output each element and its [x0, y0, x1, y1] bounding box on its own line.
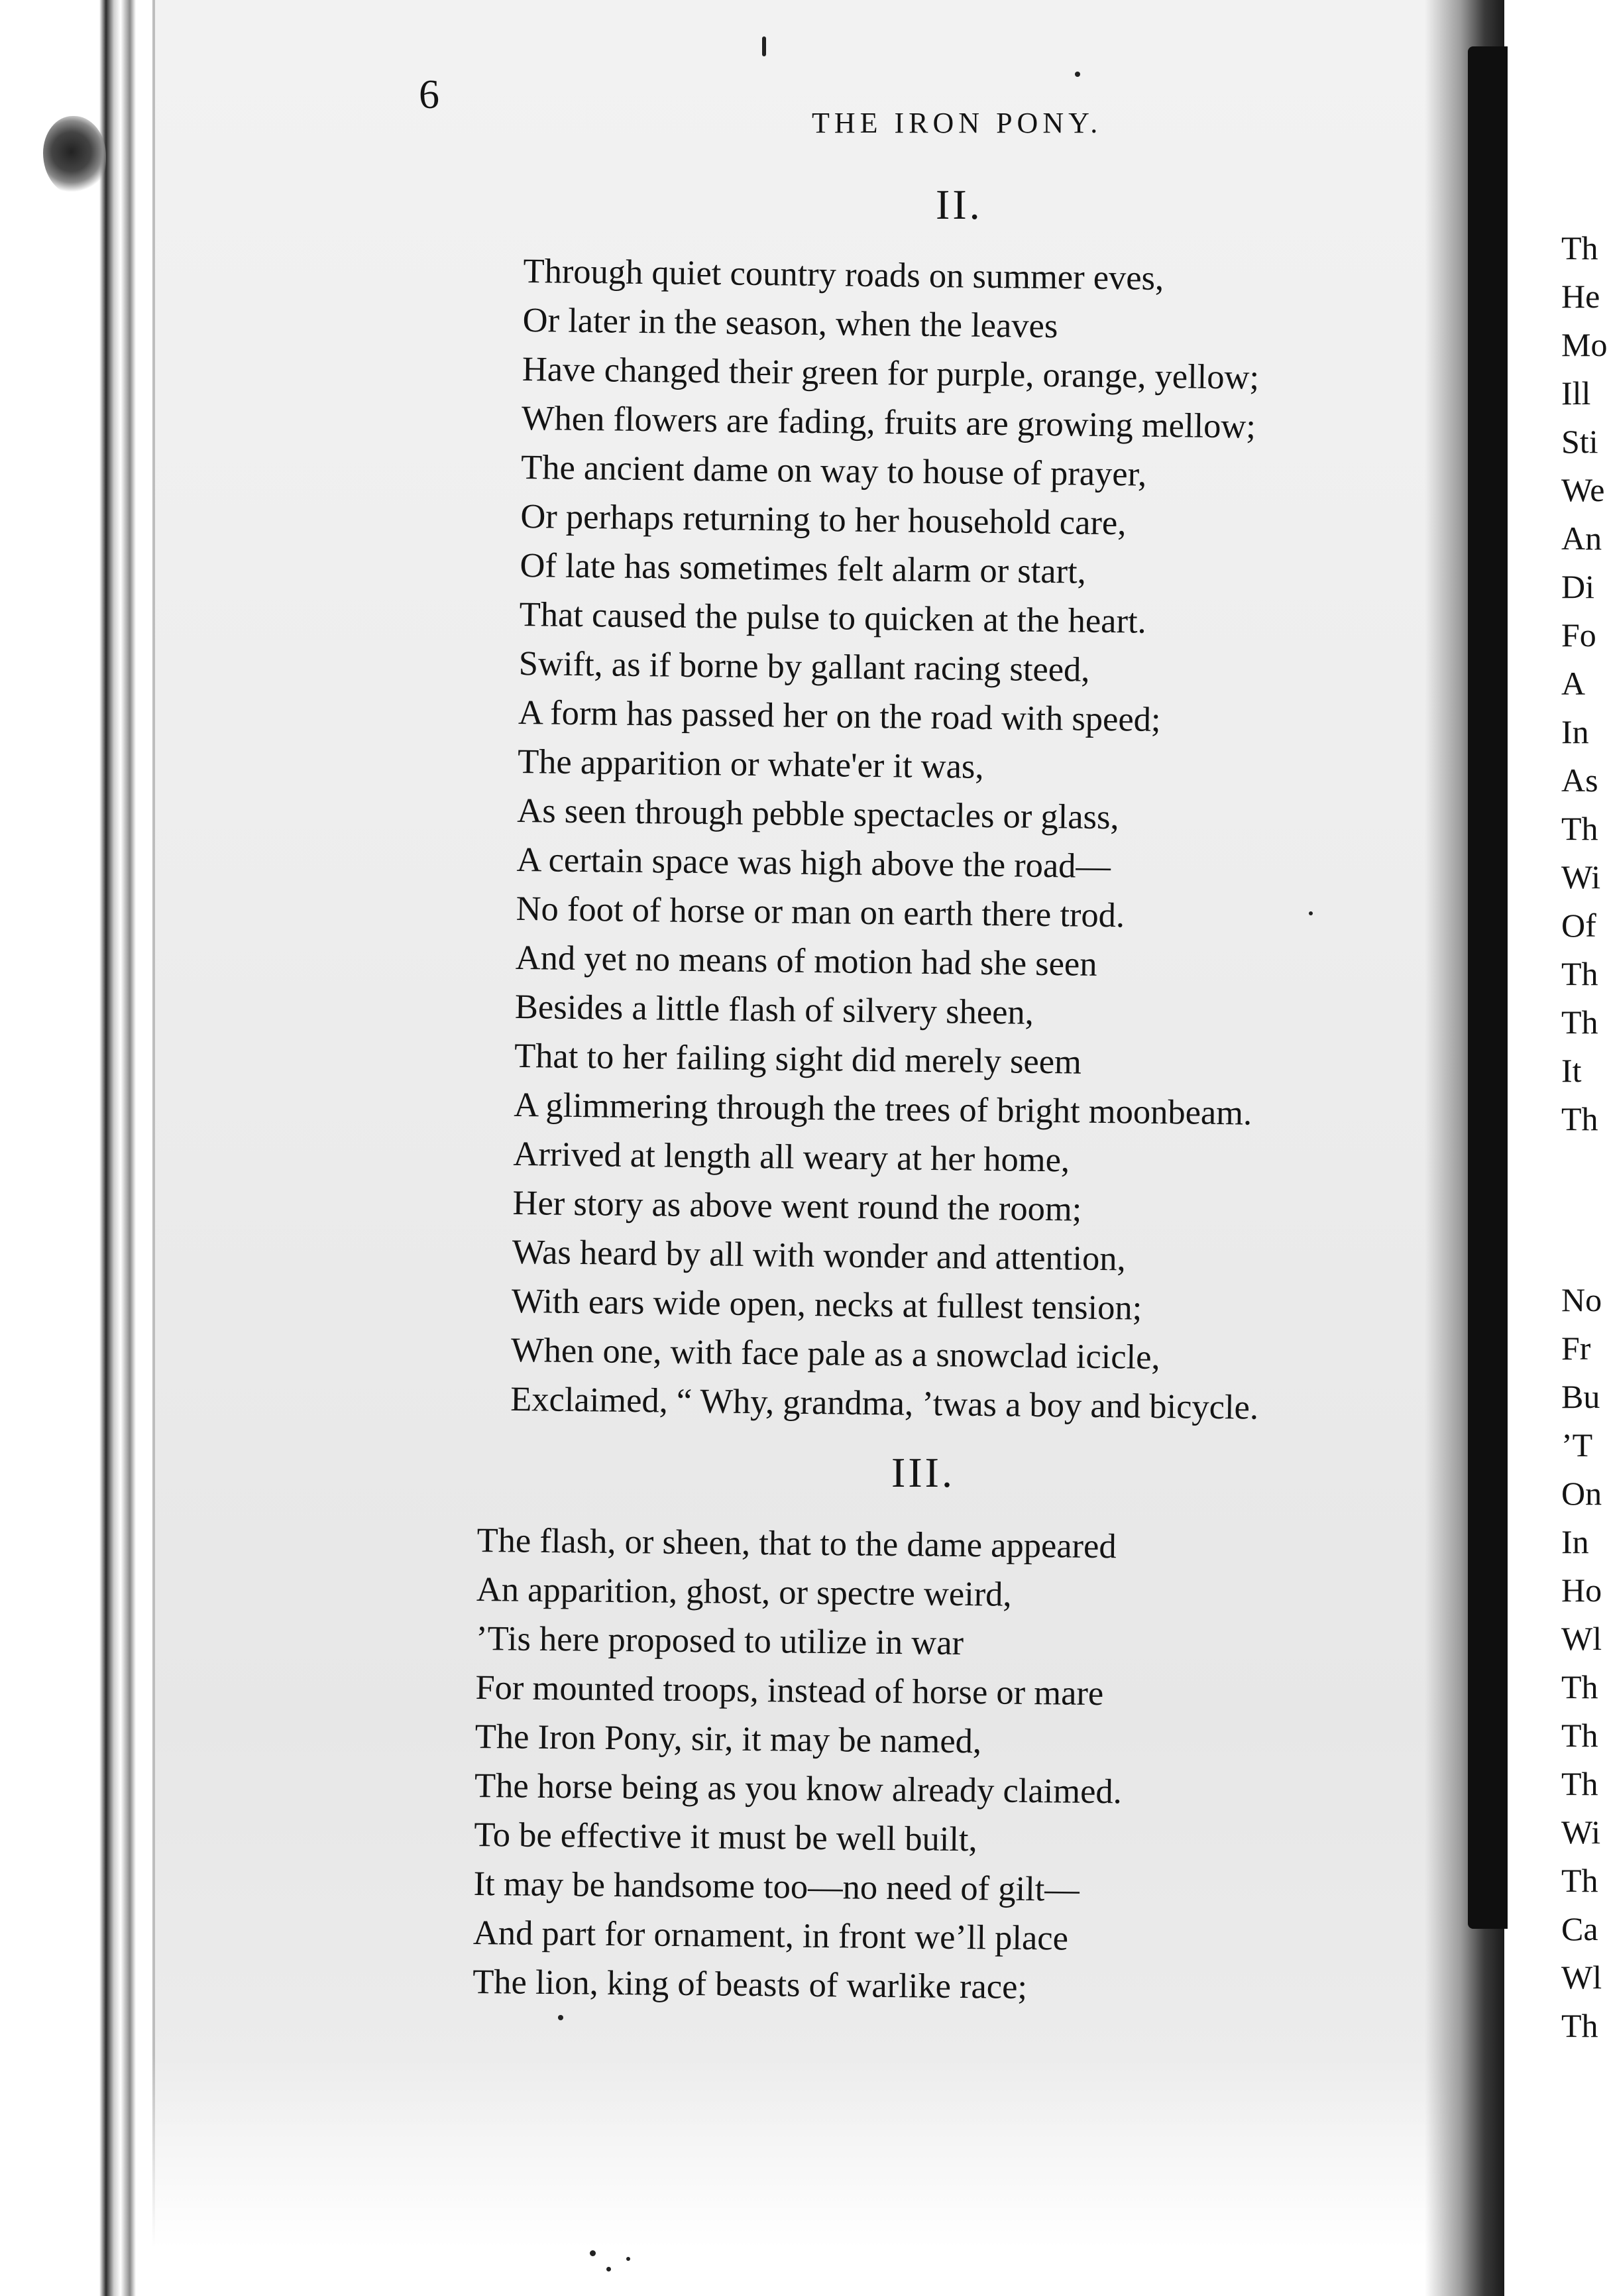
verse-line: Through quiet country roads on summer eves, — [523, 251, 1164, 298]
fragment-line: He — [1561, 278, 1600, 315]
fragment-line: Wl — [1561, 1620, 1602, 1657]
dust-speck — [1075, 72, 1080, 77]
verse-line: Exclaimed, “ Why, grandma, ’twas a boy and bicycle. — [510, 1379, 1259, 1427]
fragment-line: On — [1561, 1475, 1602, 1512]
page-number: 6 — [419, 72, 439, 117]
fragment-line: Th — [1561, 810, 1598, 847]
verse-line: That to her failing sight did merely seem — [514, 1036, 1082, 1082]
scan-gutter — [0, 0, 136, 2296]
verse-line: Or later in the season, when the leaves — [522, 300, 1058, 346]
fragment-line: Th — [1561, 1765, 1598, 1802]
verse-line: And part for ornament, in front we’ll place — [472, 1913, 1069, 1958]
section-iii-heading: III. — [891, 1449, 955, 1496]
verse-line: And yet no means of motion had she seen — [515, 938, 1097, 984]
verse-line: A certain space was high above the road— — [516, 840, 1111, 886]
verse-line: That caused the pulse to quicken at the heart. — [519, 595, 1147, 641]
verse-line: Have changed their green for purple, orange, yellow; — [522, 349, 1260, 397]
fragment-line: Wi — [1561, 1813, 1601, 1851]
verse-line: As seen through pebble spectacles or glass, — [517, 791, 1119, 837]
fragment-line: In — [1561, 713, 1589, 750]
verse-line: Her story as above went round the room; — [512, 1183, 1082, 1229]
dust-speck — [1309, 911, 1313, 915]
verse-line: No foot of horse or man on earth there trod. — [516, 889, 1125, 935]
dust-speck — [590, 2250, 596, 2256]
verse-line: It may be handsome too—no need of gilt— — [473, 1864, 1080, 1909]
fragment-line: No — [1561, 1281, 1602, 1318]
verse-line: Of late has sometimes felt alarm or start, — [520, 545, 1087, 591]
fragment-line: Ho — [1561, 1572, 1602, 1609]
verse-line: An apparition, ghost, or spectre weird, — [476, 1570, 1012, 1614]
fragment-line: Of — [1561, 907, 1596, 944]
verse-line: Arrived at length all weary at her home, — [513, 1134, 1070, 1180]
fragment-line: Th — [1561, 2007, 1598, 2044]
fragment-line: Th — [1561, 1668, 1598, 1705]
fragment-line: Wi — [1561, 858, 1601, 895]
fragment-line: An — [1561, 520, 1602, 557]
verse-line: The Iron Pony, sir, it may be named, — [474, 1717, 982, 1761]
fragment-line: Wl — [1561, 1959, 1602, 1996]
fragment-line: We — [1561, 471, 1605, 508]
dust-speck — [762, 36, 766, 56]
book-spine — [1468, 46, 1508, 1929]
fragment-line: ’T — [1561, 1426, 1593, 1464]
dust-speck — [558, 2015, 563, 2020]
verse-line: Besides a little flash of silvery sheen, — [514, 987, 1034, 1032]
dust-speck — [626, 2257, 630, 2261]
verse-line: The ancient dame on way to house of prayer, — [520, 447, 1147, 494]
fragment-line: Th — [1561, 1717, 1598, 1754]
fragment-line: Th — [1561, 955, 1598, 992]
verse-line: The lion, king of beasts of warlike race; — [472, 1962, 1028, 2006]
fragment-line: Fo — [1561, 616, 1596, 654]
verse-line: With ears wide open, necks at fullest tension; — [511, 1281, 1142, 1328]
dust-speck — [606, 2267, 611, 2271]
verse-line: A glimmering through the trees of bright moonbeam. — [513, 1085, 1252, 1133]
verse-line: The horse being as you know already claimed. — [474, 1766, 1123, 1811]
fragment-line: It — [1561, 1052, 1582, 1089]
verse-line: A form has passed her on the road with speed; — [518, 693, 1161, 739]
verse-line: When flowers are fading, fruits are growing mellow; — [521, 398, 1256, 446]
fragment-line: Ca — [1561, 1910, 1598, 1947]
section-ii-heading: II. — [936, 181, 983, 228]
section-ii-verse — [510, 247, 1272, 1432]
fragment-line: Mo — [1561, 326, 1608, 363]
fragment-line: In — [1561, 1523, 1589, 1560]
verse-line: Was heard by all with wonder and attention, — [512, 1232, 1126, 1279]
next-page-fragment-upper — [1561, 224, 1607, 1143]
section-iii-verse — [472, 1516, 1125, 2012]
page-bottom-margin — [152, 2055, 1465, 2296]
fragment-line: Th — [1561, 229, 1598, 266]
next-page-fragment-lower — [1561, 1276, 1602, 2050]
fragment-line: Sti — [1561, 423, 1598, 460]
verse-line: For mounted troops, instead of horse or mare — [475, 1668, 1104, 1713]
fragment-line: Fr — [1561, 1330, 1591, 1367]
fragment-line: Th — [1561, 1004, 1598, 1041]
fragment-line: As — [1561, 762, 1598, 799]
verse-line: The flash, or sheen, that to the dame appeared — [476, 1521, 1117, 1566]
verse-line: The apparition or whate'er it was, — [517, 742, 984, 786]
verse-line: ’Tis here proposed to utilize in war — [475, 1619, 964, 1663]
fragment-line: Ill — [1561, 374, 1591, 412]
running-head: THE IRON PONY. — [812, 107, 1103, 139]
verse-line: When one, with face pale as a snowclad icicle, — [510, 1330, 1160, 1377]
fragment-line: Th — [1561, 1100, 1598, 1137]
verse-line: Swift, as if borne by gallant racing steed, — [518, 644, 1090, 689]
verse-line: To be effective it must be well built, — [474, 1815, 977, 1859]
fragment-line: A — [1561, 665, 1586, 702]
fragment-line: Di — [1561, 568, 1594, 605]
fragment-line: Th — [1561, 1862, 1598, 1899]
fragment-line: Bu — [1561, 1378, 1600, 1415]
verse-line: Or perhaps returning to her household care, — [520, 496, 1127, 543]
